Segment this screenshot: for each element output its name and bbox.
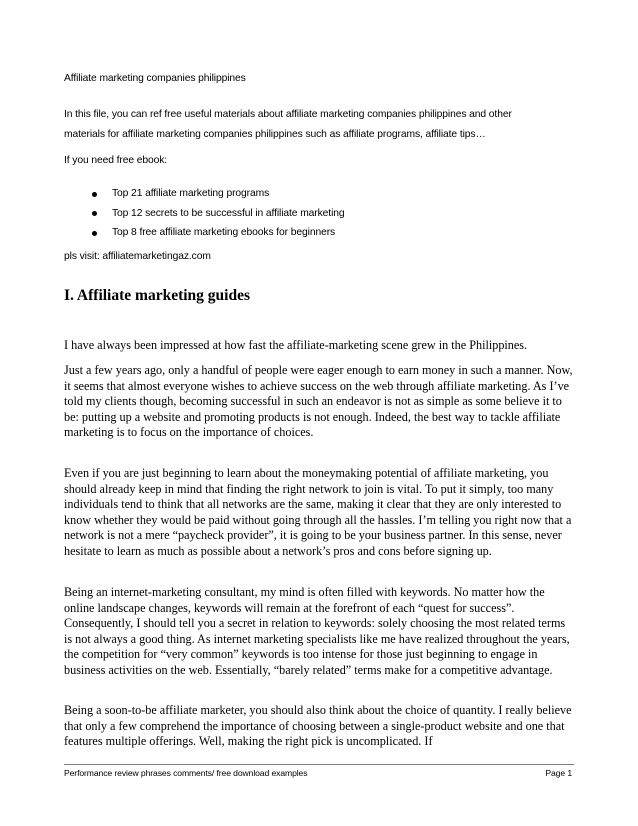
ebook-prompt: If you need free ebook: <box>64 155 168 166</box>
body-paragraph: I have always been impressed at how fast the affiliate-marketing scene grew in the Philippines. <box>64 338 528 352</box>
section-heading: I. Affiliate marketing guides <box>64 287 250 304</box>
body-paragraph: Even if you are just beginning to learn about the moneymaking potential of affiliate marketing, you should already keep in mind that finding the right network to join is vital. To put it simply, too many individuals tend to think that all networks are the same, making it clear that they are only interested to know whether they would be paid without going through all the hassles. I’m telling you right now that a network is not a mere “paycheck provider”, it is going to be your business partner. In this sense, never hesitate to learn as much as possible about a network’s pros and cons before signing up. <box>64 466 572 558</box>
body-paragraph: Being an internet-marketing consultant, my mind is often filled with keywords. No matter how the online landscape changes, keywords will remain at the forefront of each “quest for success”. Consequently, I should tell you a secret in relation to keywords: solely choosing the most related terms is not always a good thing. As internet marketing specialists like me have realized throughout the years, the competition for “very common” keywords is too intense for those just beginning to engage in business activities on the web. Essentially, “barely related” terms make for a competitive advantage. <box>64 585 570 677</box>
intro-text <box>64 105 584 144</box>
intro-line: materials for affiliate marketing companies philippines such as affiliate programs, affiliate tips… <box>64 128 486 140</box>
bullet-icon <box>92 211 97 216</box>
list-item-label: Top 8 free affiliate marketing ebooks for beginners <box>112 227 336 238</box>
list-item <box>92 184 345 204</box>
body-paragraph: Being a soon-to-be affiliate marketer, you should also think about the choice of quantity. I really believe that only a few comprehend the importance of choosing between a single-product website and one that features multiple offerings. Well, making the right pick is uncomplicated. If <box>64 703 572 749</box>
bullet-icon <box>92 231 97 236</box>
intro-line: In this file, you can ref free useful materials about affiliate marketing companies philippines and other <box>64 109 512 120</box>
visit-link-text: pls visit: affiliatemarketingaz.com <box>64 251 211 262</box>
list-item <box>92 204 345 224</box>
body-paragraph: Just a few years ago, only a handful of people were eager enough to earn money in such a manner. Now, it seems that almost everyone wishes to achieve success on the web through affiliate marketing. As I’ve told my clients though, becoming successful in such an endeavor is not as simple as some believe it to be: putting up a website and promoting products is not enough. Indeed, the best way to tackle affiliate marketing is to focus on the importance of choices. <box>64 363 573 440</box>
list-item-label: Top 12 secrets to be successful in affiliate marketing <box>112 207 345 219</box>
ebook-list <box>92 184 345 243</box>
footer-text: Performance review phrases comments/ free download examples <box>64 768 308 778</box>
list-item-label: Top 21 affiliate marketing programs <box>112 188 270 199</box>
list-item <box>92 223 345 243</box>
bullet-icon <box>92 192 97 197</box>
document-title: Affiliate marketing companies philippines <box>64 73 246 84</box>
page-number: Page 1 <box>545 768 572 778</box>
footer-divider <box>64 764 574 765</box>
